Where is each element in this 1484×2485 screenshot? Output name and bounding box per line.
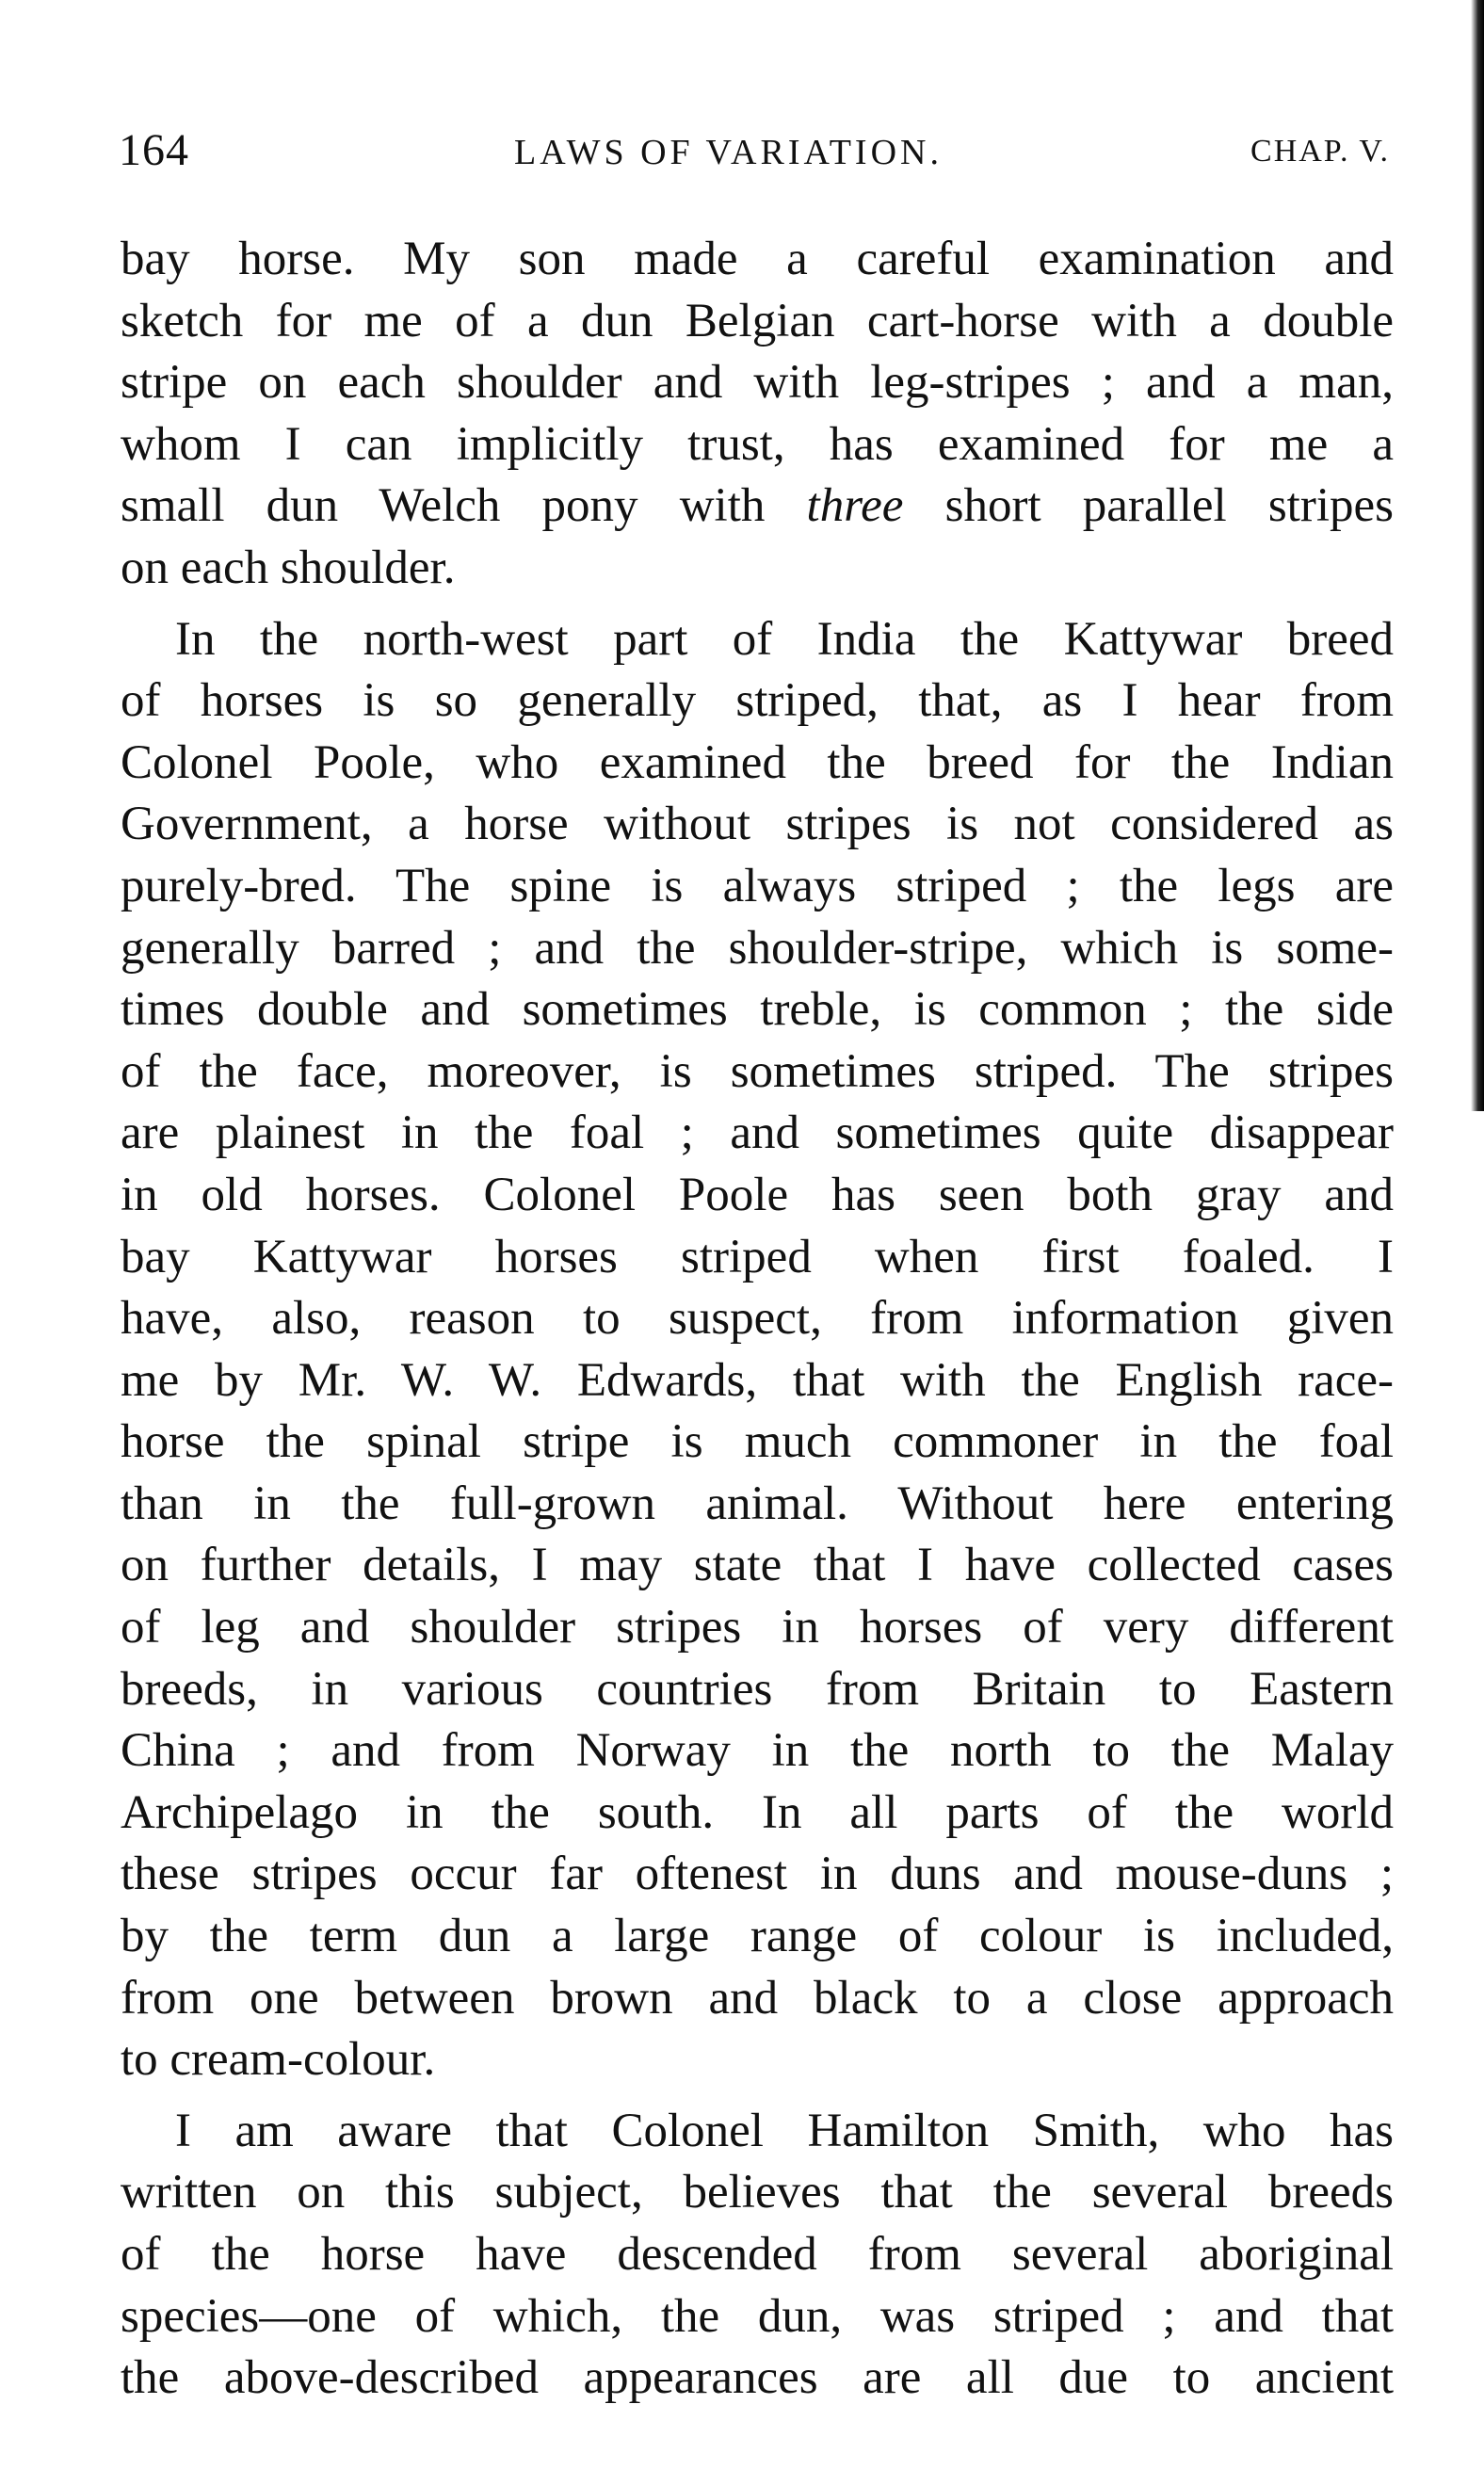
- page-edge-shadow: [1471, 0, 1484, 1111]
- text-line: in old horses. Colonel Poole has seen both gray and: [121, 1168, 1394, 1221]
- text-line: these stripes occur far oftenest in duns and mouse-duns ;: [121, 1848, 1394, 1901]
- italic-word: three: [806, 479, 904, 533]
- text-line: generally barred ; and the shoulder-stripe, which is some-: [121, 921, 1394, 975]
- page-number: 164: [119, 125, 189, 175]
- text-line: horse the spinal stripe is much commoner in the foal: [121, 1415, 1394, 1469]
- text-line: me by Mr. W. W. Edwards, that with the English race-: [121, 1353, 1394, 1407]
- text-line: bay horse. My son made a careful examination and: [121, 233, 1394, 285]
- text-run: short parallel stripes: [903, 479, 1394, 533]
- text-line: of leg and shoulder stripes in horses of very different: [121, 1601, 1394, 1654]
- paragraph-2: [121, 609, 1394, 2091]
- text-line: Colonel Poole, who examined the breed for the Indian: [121, 735, 1394, 789]
- text-line: to cream-colour.: [121, 2033, 436, 2087]
- text-line: species—one of which, the dun, was striped ; and that: [121, 2289, 1394, 2343]
- text-line: than in the full-grown animal. Without here entering: [121, 1476, 1394, 1530]
- text-line: by the term dun a large range of colour is included,: [121, 1910, 1394, 1963]
- text-line: written on this subject, believes that the several breeds: [121, 2166, 1394, 2219]
- page-header: [119, 124, 1390, 181]
- text-line: on further details, I may state that I have collected cases: [121, 1539, 1394, 1592]
- text-line: [121, 476, 1394, 538]
- text-line: of the horse have descended from several aboriginal: [121, 2228, 1394, 2281]
- text-line: In the north-west part of India the Kattywar breed: [175, 612, 1394, 666]
- text-line: purely-bred. The spine is always striped ; the legs are: [121, 859, 1394, 912]
- text-line: I am aware that Colonel Hamilton Smith, who has: [175, 2104, 1394, 2157]
- running-head: LAWS OF VARIATION.: [514, 133, 943, 172]
- text-line: China ; and from Norway in the north to the Malay: [121, 1724, 1394, 1778]
- text-line: have, also, reason to suspect, from information given: [121, 1292, 1394, 1346]
- text-line: of horses is so generally striped, that, as I hear from: [121, 674, 1394, 728]
- text-line: on each shoulder.: [121, 541, 456, 594]
- text-line: bay Kattywar horses striped when first foaled. I: [121, 1230, 1394, 1283]
- text-line: Archipelago in the south. In all parts of the world: [121, 1785, 1394, 1839]
- text-line: of the face, moreover, is sometimes striped. The stripes: [121, 1044, 1394, 1098]
- text-line: sketch for me of a dun Belgian cart-horse with a double: [121, 294, 1394, 347]
- text-line: breeds, in various countries from Britain to Eastern: [121, 1662, 1394, 1716]
- chapter-reference: CHAP. V.: [1250, 134, 1390, 169]
- text-line: the above-described appearances are all due to ancient: [121, 2351, 1394, 2405]
- text-line: are plainest in the foal ; and sometimes quite disappear: [121, 1106, 1394, 1160]
- text-line: times double and sometimes treble, is common ; the side: [121, 983, 1394, 1037]
- paragraph-3: [121, 2101, 1394, 2410]
- text-line: from one between brown and black to a close approach: [121, 1971, 1394, 2025]
- text-line: stripe on each shoulder and with leg-stripes ; and a man,: [121, 356, 1394, 410]
- paragraph-1: [121, 229, 1394, 600]
- body-text: [121, 229, 1394, 2410]
- text-line: whom I can implicitly trust, has examined for me a: [121, 417, 1394, 471]
- text-line: Government, a horse without stripes is not considered as: [121, 798, 1394, 851]
- text-run: small dun Welch pony with: [121, 479, 807, 533]
